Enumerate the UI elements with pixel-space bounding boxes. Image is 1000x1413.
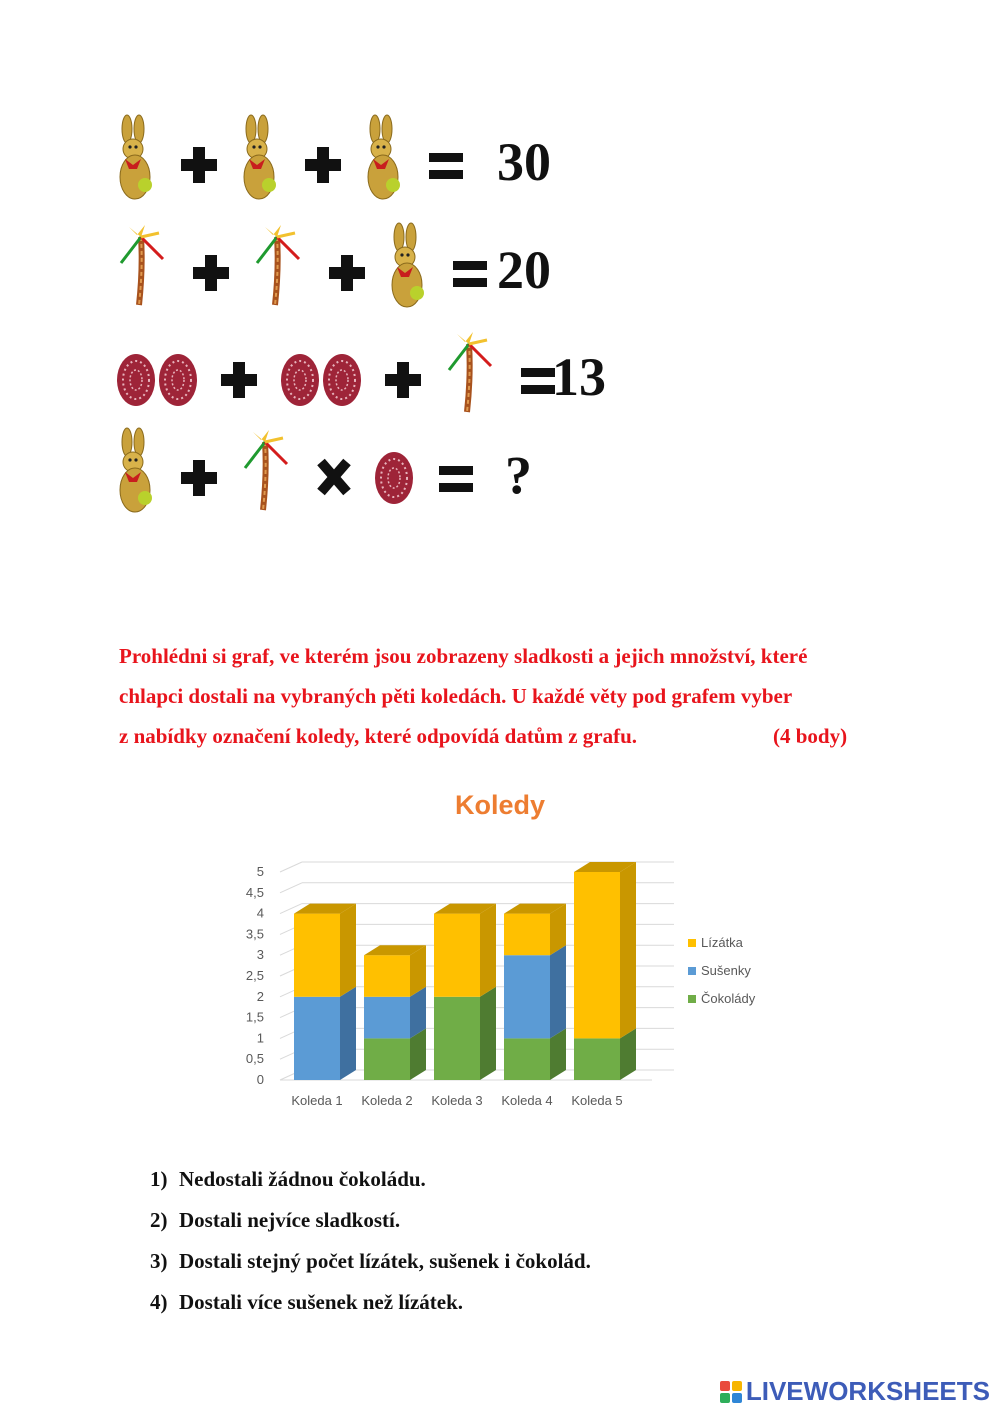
- puzzle-row: [115, 223, 555, 313]
- puzzle-result: 30: [497, 132, 551, 192]
- y-tick-label: 0,5: [245, 1051, 264, 1067]
- y-tick-label: 2: [256, 988, 264, 1004]
- brand-name: LIVEWORKSHEETS: [745, 1376, 990, 1406]
- equals-icon: [521, 368, 555, 394]
- equals-icon: [439, 466, 473, 492]
- question-text: Nedostali žádnou čokoládu.: [179, 1167, 426, 1191]
- whip-icon: [245, 430, 287, 510]
- liveworksheets-logo: [720, 1376, 990, 1407]
- y-tick-label: 5: [256, 864, 264, 879]
- y-tick-label: 0: [256, 1072, 264, 1087]
- legend-label: Čokolády: [701, 991, 756, 1006]
- points-label: (4 body): [773, 724, 848, 748]
- question-text: Dostali stejný počet lízátek, sušenek i čokolád.: [179, 1249, 591, 1273]
- puzzle-result: 13: [552, 347, 606, 407]
- question-item: [150, 1203, 591, 1244]
- instruction-line-2: chlapci dostali na vybraných pěti koledách. U každé věty pod grafem vyber: [119, 684, 793, 708]
- plus-icon: [181, 147, 217, 183]
- legend-label: Sušenky: [701, 963, 751, 978]
- y-tick-label: 1,5: [245, 1009, 264, 1025]
- stacked-bar-chart: [230, 845, 790, 1115]
- bunny-icon: [368, 115, 400, 199]
- whip-icon: [121, 225, 163, 305]
- chart-title: Koledy: [454, 790, 546, 820]
- whip-icon: [449, 332, 491, 412]
- instructions: [119, 636, 899, 756]
- bar-segment-Lízátka: [434, 904, 496, 997]
- x-tick-label: Koleda 1: [291, 1093, 343, 1108]
- whip-icon: [257, 225, 299, 305]
- times-icon: [321, 462, 347, 492]
- puzzle-result: 20: [497, 240, 551, 300]
- plus-icon: [221, 362, 257, 398]
- x-tick-label: Koleda 3: [431, 1093, 483, 1108]
- question-number: 4): [150, 1290, 168, 1314]
- x-tick-label: Koleda 5: [571, 1093, 623, 1108]
- question-list: [150, 1162, 591, 1326]
- question-text: Dostali více sušenek než lízátek.: [179, 1290, 464, 1314]
- x-tick-label: Koleda 2: [361, 1093, 413, 1108]
- plus-icon: [329, 255, 365, 291]
- puzzle-row: [115, 115, 555, 205]
- bunny-icon: [120, 115, 152, 199]
- grid-line: [280, 883, 302, 893]
- legend-swatch: [688, 967, 696, 975]
- equals-icon: [429, 153, 463, 179]
- bunny-icon: [392, 223, 424, 307]
- bar-segment-Lízátka: [294, 904, 356, 997]
- bunny-icon: [244, 115, 276, 199]
- egg-pair-icon: [117, 354, 197, 406]
- instruction-line-1: Prohlédni si graf, ve kterém jsou zobrazeny sladkosti a jejich množství, které: [119, 644, 808, 668]
- bar-segment-Čokolády: [434, 987, 496, 1080]
- question-number: 1): [150, 1167, 168, 1191]
- x-tick-label: Koleda 4: [501, 1093, 553, 1108]
- bunny-icon: [120, 428, 152, 512]
- bar-segment-Sušenky: [294, 987, 356, 1080]
- grid-line: [280, 862, 302, 872]
- instruction-line-3: z nabídky označení koledy, které odpovídá datům z grafu.: [119, 724, 638, 748]
- y-tick-label: 3: [256, 947, 264, 963]
- y-tick-label: 4,5: [245, 884, 264, 900]
- brand-logo-icon: [720, 1381, 742, 1403]
- question-number: 2): [150, 1208, 168, 1232]
- question-item: [150, 1162, 591, 1203]
- legend-label: Lízátka: [701, 935, 743, 950]
- plus-icon: [181, 460, 217, 496]
- puzzle-result: ?: [505, 445, 532, 505]
- puzzle-row: [115, 330, 555, 420]
- plus-icon: [193, 255, 229, 291]
- y-tick-label: 4: [256, 905, 264, 921]
- equals-icon: [453, 261, 487, 287]
- question-item: [150, 1285, 591, 1326]
- legend-swatch: [688, 995, 696, 1003]
- bar-segment-Sušenky: [504, 945, 566, 1038]
- y-tick-label: 1: [256, 1030, 264, 1046]
- plus-icon: [305, 147, 341, 183]
- plus-icon: [385, 362, 421, 398]
- question-number: 3): [150, 1249, 168, 1273]
- bar-segment-Lízátka: [574, 862, 636, 1038]
- y-tick-label: 2,5: [245, 968, 264, 983]
- egg-pair-icon: [281, 354, 361, 406]
- y-tick-label: 3,5: [245, 926, 264, 942]
- question-text: Dostali nejvíce sladkostí.: [179, 1208, 401, 1232]
- question-item: [150, 1244, 591, 1285]
- legend-swatch: [688, 939, 696, 947]
- puzzle-row: [115, 428, 555, 518]
- egg-icon: [375, 452, 413, 504]
